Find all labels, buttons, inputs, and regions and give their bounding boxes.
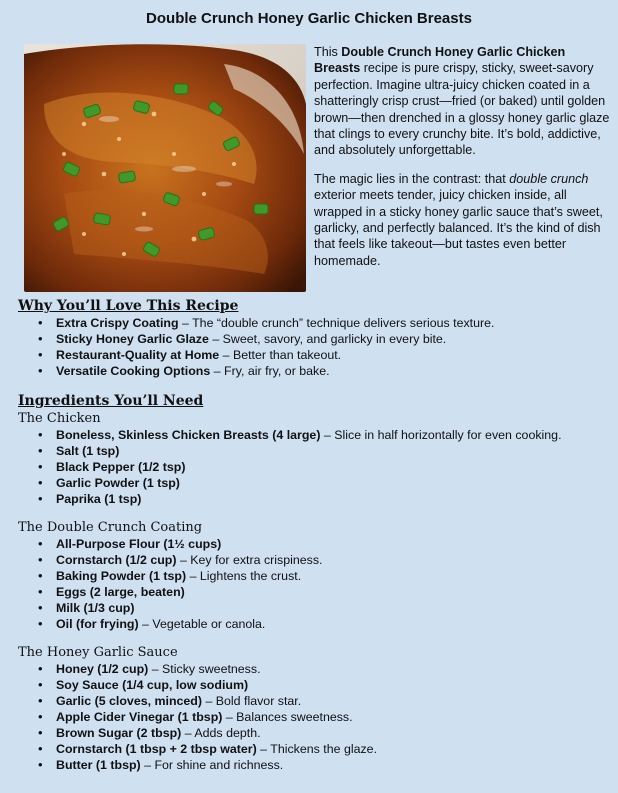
sauce-subheading: The Honey Garlic Sauce bbox=[18, 645, 178, 660]
coating-list bbox=[18, 536, 608, 632]
list-item: • Cornstarch (1 tbsp + 2 tbsp water) – Thickens the glaze. bbox=[56, 741, 608, 757]
list-item: • Garlic (5 cloves, minced) – Bold flavor star. bbox=[56, 693, 608, 709]
list-item: • Milk (1/3 cup) bbox=[56, 600, 608, 616]
chicken-subheading: The Chicken bbox=[18, 411, 101, 426]
chicken-list bbox=[18, 427, 608, 507]
list-item: • Sticky Honey Garlic Glaze – Sweet, savory, and garlicky in every bite. bbox=[56, 331, 608, 347]
list-item: • Garlic Powder (1 tsp) bbox=[56, 475, 608, 491]
list-item: • Cornstarch (1/2 cup) – Key for extra crispiness. bbox=[56, 552, 608, 568]
list-item: • Paprika (1 tsp) bbox=[56, 491, 608, 507]
list-item: • Honey (1/2 cup) – Sticky sweetness. bbox=[56, 661, 608, 677]
list-item: • Versatile Cooking Options – Fry, air fry, or bake. bbox=[56, 363, 608, 379]
list-item: • Boneless, Skinless Chicken Breasts (4 large) – Slice in half horizontally for even cooking. bbox=[56, 427, 608, 443]
sauce-list bbox=[18, 661, 608, 773]
page-title: Double Crunch Honey Garlic Chicken Breasts bbox=[146, 10, 472, 27]
list-item: • Apple Cider Vinegar (1 tbsp) – Balances sweetness. bbox=[56, 709, 608, 725]
ingredients-heading: Ingredients You’ll Need bbox=[18, 393, 204, 409]
list-item: • Black Pepper (1/2 tsp) bbox=[56, 459, 608, 475]
list-item: • All-Purpose Flour (1½ cups) bbox=[56, 536, 608, 552]
list-item: • Salt (1 tsp) bbox=[56, 443, 608, 459]
coating-subheading: The Double Crunch Coating bbox=[18, 520, 203, 535]
list-item: • Restaurant-Quality at Home – Better than takeout. bbox=[56, 347, 608, 363]
chicken-image bbox=[24, 44, 306, 292]
list-item: • Baking Powder (1 tsp) – Lightens the crust. bbox=[56, 568, 608, 584]
spacer bbox=[18, 379, 608, 393]
intro-text bbox=[314, 44, 614, 281]
recipe-photo bbox=[24, 44, 306, 292]
spacer bbox=[18, 507, 608, 519]
intro-paragraph-1: This Double Crunch Honey Garlic Chicken Breasts recipe is pure crispy, sticky, sweet-savory perfection. Imagine ultra-juicy chicken coated in a shatteringly crisp crust—fried (or baked) until golden brown—then drenched in a glossy honey garlic glaze that clings to every crunchy bite. It’s bold, addictive, and absolutely unforgettable. bbox=[314, 45, 610, 158]
list-item: • Brown Sugar (2 tbsp) – Adds depth. bbox=[56, 725, 608, 741]
list-item: • Oil (for frying) – Vegetable or canola. bbox=[56, 616, 608, 632]
intro-paragraph-2: The magic lies in the contrast: that double crunch exterior meets tender, juicy chicken inside, all wrapped in a sticky honey garlic sauce that’s sweet, garlicky, and perfectly balanced. It’s the kind of dish that feels like takeout—but tastes even better homemade. bbox=[314, 171, 603, 268]
list-item: • Butter (1 tbsp) – For shine and richness. bbox=[56, 757, 608, 773]
list-item: • Extra Crispy Coating – The “double crunch” technique delivers serious texture. bbox=[56, 315, 608, 331]
why-love-heading: Why You’ll Love This Recipe bbox=[18, 298, 239, 314]
why-love-list bbox=[18, 315, 608, 379]
list-item: • Soy Sauce (1/4 cup, low sodium) bbox=[56, 677, 608, 693]
recipe-body bbox=[18, 298, 608, 773]
list-item: • Eggs (2 large, beaten) bbox=[56, 584, 608, 600]
spacer bbox=[18, 632, 608, 644]
